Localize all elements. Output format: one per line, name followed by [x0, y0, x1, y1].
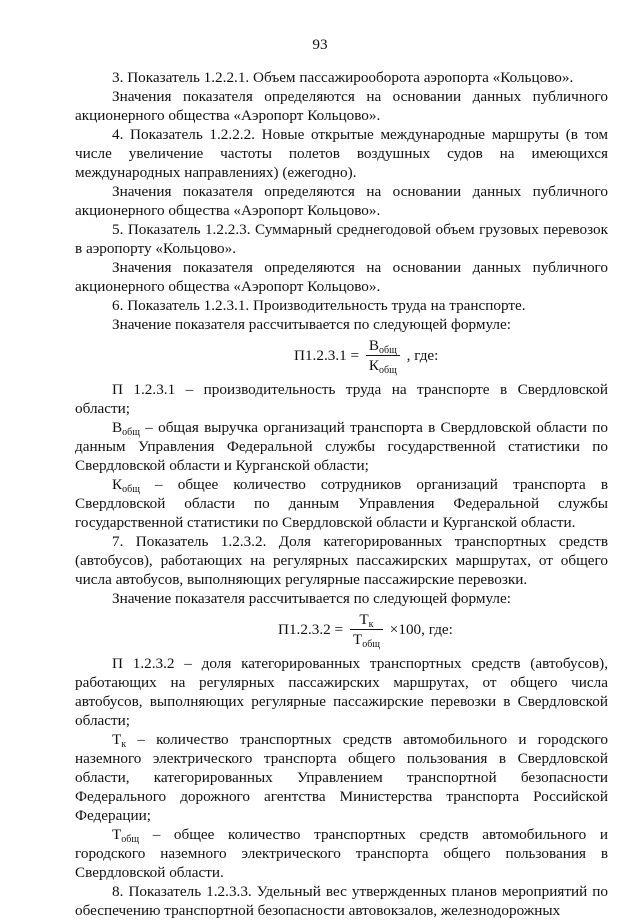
paragraph-formula-intro-2: Значение показателя рассчитывается по следующей формуле:	[112, 590, 511, 607]
definition-t-obsh: $Т_{общ}$ – общее количество транспортных средств автомобильного и городского наземного электрического транспорта общего пользования в Свердловской области.	[75, 826, 608, 881]
formula-2-denominator: $Т_{общ}$	[352, 631, 380, 650]
formula-1-lhs: П1.2.3.1 =	[294, 347, 360, 364]
paragraph-indicator-6: 6. Показатель 1.2.3.1. Производительность труда на транспорте.	[112, 297, 526, 314]
formula-2	[75, 608, 608, 654]
paragraph-indicator-7: 7. Показатель 1.2.3.2. Доля категорированных транспортных средств (автобусов), работающих на регулярных пассажирских маршрутах, от общего числа автобусов, выполняющих регулярные пассажирские перевозки.	[75, 533, 608, 588]
formula-1	[75, 334, 608, 380]
definition-p1231: П 1.2.3.1 – производительность труда на транспорте в Свердловской области;	[75, 381, 608, 417]
formula-2-lhs: П1.2.3.2 =	[278, 621, 344, 638]
page-number: 93	[312, 36, 328, 53]
document-body	[75, 68, 608, 920]
paragraph-indicator-5: 5. Показатель 1.2.2.3. Суммарный среднегодовой объем грузовых перевозок в аэропорту «Кольцово».	[75, 221, 608, 257]
formula-1-denominator: $К_{общ}$	[368, 357, 397, 376]
paragraph-formula-intro-1: Значение показателя рассчитывается по следующей формуле:	[112, 316, 511, 333]
paragraph-indicator-8: 8. Показатель 1.2.3.3. Удельный вес утвержденных планов мероприятий по обеспечению транспортной безопасности автовокзалов, железнодорожных	[75, 883, 608, 919]
paragraph-indicator-4: 4. Показатель 1.2.2.2. Новые открытые международные маршруты (в том числе увеличение частоты полетов воздушных судов на имеющихся международных направлениях) (ежегодно).	[75, 126, 608, 181]
formula-1-numerator: $В_{общ}$	[366, 336, 400, 356]
formula-1-tail: , где:	[406, 347, 439, 364]
formula-2-fraction	[350, 610, 383, 649]
definition-v-obsh: $В_{общ}$ – общая выручка организаций транспорта в Свердловской области по данным Управления Федеральной службы государственной статистики по Свердловской области и Курганской области;	[75, 419, 608, 474]
definition-p1232: П 1.2.3.2 – доля категорированных транспортных средств (автобусов), работающих на регулярных пассажирских маршрутах, от общего числа автобусов, выполняющих регулярные пассажирские перевозки в Свердловской области;	[75, 655, 608, 729]
definition-t-k: $Т_к$ – количество транспортных средств автомобильного и городского наземного электрического транспорта общего пользования в Свердловской области, категорированных Управлением транспортной безопасности Федерального дорожного агентства Министерства транспорта Российской Федерации;	[75, 731, 608, 824]
definition-k-obsh: $К_{общ}$ – общее количество сотрудников организаций транспорта в Свердловской области по данным Управления Федеральной службы государственной статистики по Свердловской области и Курганской области.	[75, 476, 608, 531]
paragraph-source-3: Значения показателя определяются на основании данных публичного акционерного общества «Аэропорт Кольцово».	[75, 88, 608, 124]
formula-2-numerator: $Т_к$	[350, 610, 383, 630]
paragraph-source-5: Значения показателя определяются на основании данных публичного акционерного общества «Аэропорт Кольцово».	[75, 259, 608, 295]
formula-1-fraction	[366, 336, 400, 375]
paragraph-indicator-3: 3. Показатель 1.2.2.1. Объем пассажирооборота аэропорта «Кольцово».	[112, 69, 574, 86]
paragraph-source-4: Значения показателя определяются на основании данных публичного акционерного общества «Аэропорт Кольцово».	[75, 183, 608, 219]
formula-2-tail: ×100, где:	[389, 621, 453, 638]
